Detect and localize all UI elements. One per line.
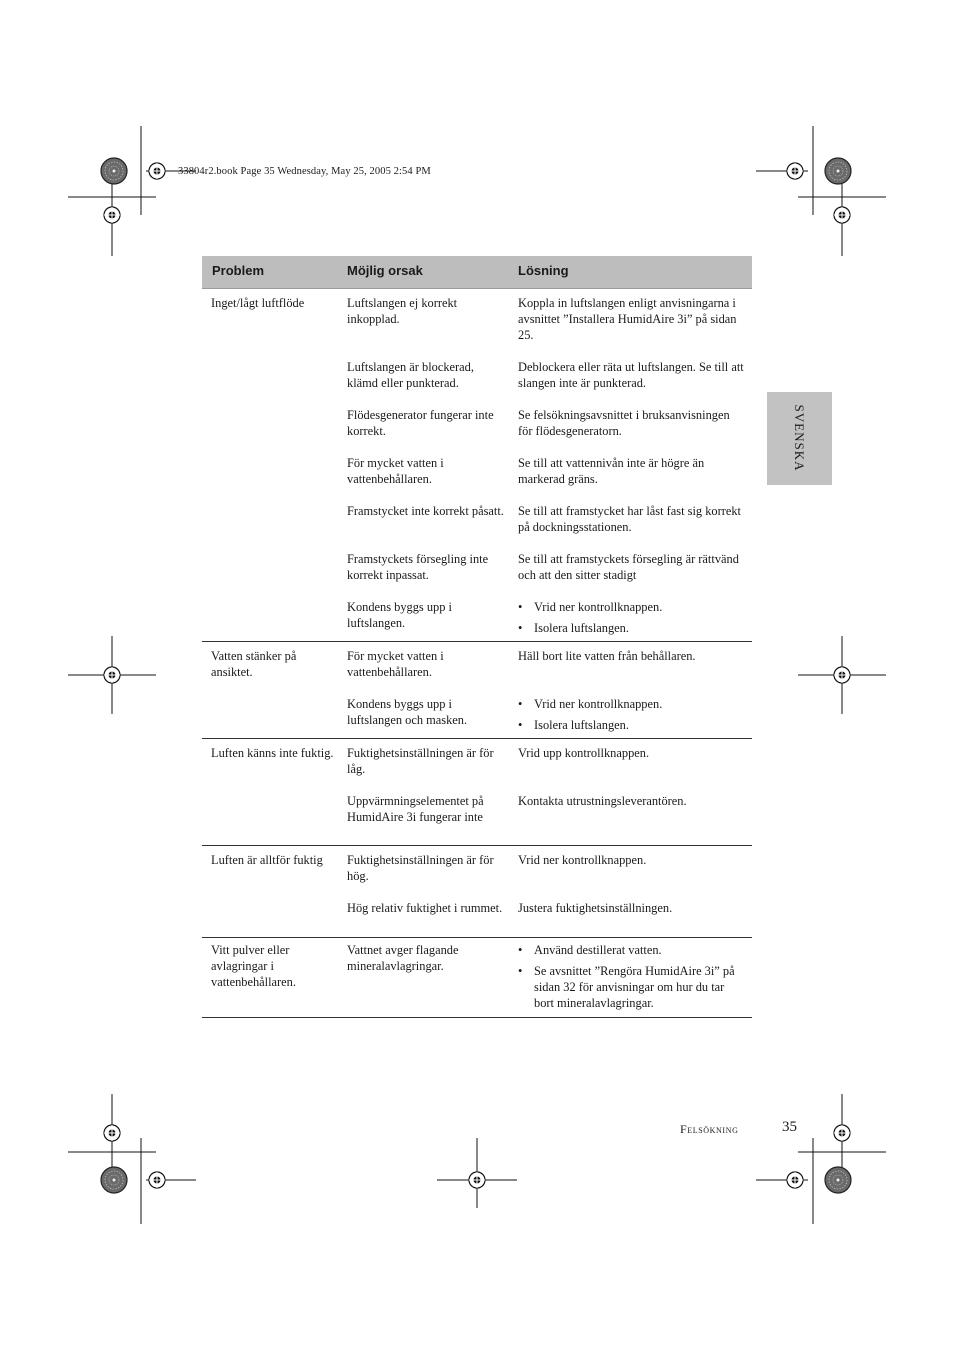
cause-cell: Fuktighetsinställningen är för hög. [347,853,494,883]
bullet-item: • Använd destillerat vatten. [518,943,662,957]
bullet-item: • Vrid ner kontrollknappen. [518,697,663,711]
header-solution: Lösning [518,263,569,278]
language-tab-label: SVENSKA [792,404,807,472]
cause-cell: Vattnet avger flagande mineralavlagringar. [347,943,459,973]
solution-cell: Vrid ner kontrollknappen. [518,853,647,867]
solution-cell: Se till att framstycket har låst fast sig korrekt på dockningsstationen. [518,504,741,534]
cause-cell: Kondens byggs upp i luftslangen. [347,600,452,630]
solution-cell: Deblockera eller räta ut luftslangen. Se till att slangen inte är punkterad. [518,360,744,390]
table-header [202,256,752,289]
bullet-item: • Isolera luftslangen. [518,718,629,732]
cause-cell: Uppvärmningselementet på HumidAire 3i fungerar inte [347,794,484,824]
table-row [202,739,752,846]
table-row [202,642,752,739]
table-row [202,289,752,642]
language-tab [767,392,832,485]
cause-cell: Framstyckets försegling inte korrekt inpassat. [347,552,489,582]
header-cause: Möjlig orsak [347,263,423,278]
solution-cell: Se felsökningsavsnittet i bruksanvisningen för flödesgeneratorn. [518,408,730,438]
footer-section-title: Felsökning [680,1122,739,1136]
cause-cell: Hög relativ fuktighet i rummet. [347,901,503,915]
cause-cell: Flödesgenerator fungerar inte korrekt. [347,408,494,438]
file-info-header: 33804r2.book Page 35 Wednesday, May 25, 2005 2:54 PM [178,166,431,177]
table-row [202,938,752,1018]
header-problem: Problem [212,263,265,278]
page-number: 35 [782,1119,797,1135]
cause-cell: För mycket vatten i vattenbehållaren. [347,456,444,486]
bullet-item: • Isolera luftslangen. [518,621,629,635]
solution-cell: Se till att vattennivån inte är högre än markerad gräns. [518,456,705,486]
problem-cell: Inget/lågt luftflöde [211,296,305,310]
cause-cell: För mycket vatten i vattenbehållaren. [347,649,444,679]
problem-cell: Vitt pulver eller avlagringar i vattenbehållaren. [211,943,296,989]
troubleshooting-table [202,256,752,1018]
table-row [202,846,752,938]
solution-cell: Justera fuktighetsinställningen. [518,901,673,915]
solution-cell: Kontakta utrustningsleverantören. [518,794,687,808]
solution-cell: Häll bort lite vatten från behållaren. [518,649,696,663]
cause-cell: Kondens byggs upp i luftslangen och masken. [347,697,468,727]
problem-cell: Luften är alltför fuktig [211,853,323,867]
solution-cell: Se till att framstyckets försegling är rättvänd och att den sitter stadigt [518,552,739,582]
cause-cell: Luftslangen är blockerad, klämd eller punkterad. [347,360,474,390]
bullet-item: • Se avsnittet ”Rengöra HumidAire 3i” på sidan 32 för anvisningar om hur du tar bort mineralavlagringar. [518,964,735,1010]
cause-cell: Framstycket inte korrekt påsatt. [347,504,504,518]
problem-cell: Luften känns inte fuktig. [211,746,334,760]
cause-cell: Fuktighetsinställningen är för låg. [347,746,494,776]
bullet-item: • Vrid ner kontrollknappen. [518,600,663,614]
problem-cell: Vatten stänker på ansiktet. [211,649,297,679]
solution-cell: Koppla in luftslangen enligt anvisningarna i avsnittet ”Installera HumidAire 3i” på sidan 25. [518,296,737,342]
solution-cell: Vrid upp kontrollknappen. [518,746,650,760]
cause-cell: Luftslangen ej korrekt inkopplad. [347,296,458,326]
